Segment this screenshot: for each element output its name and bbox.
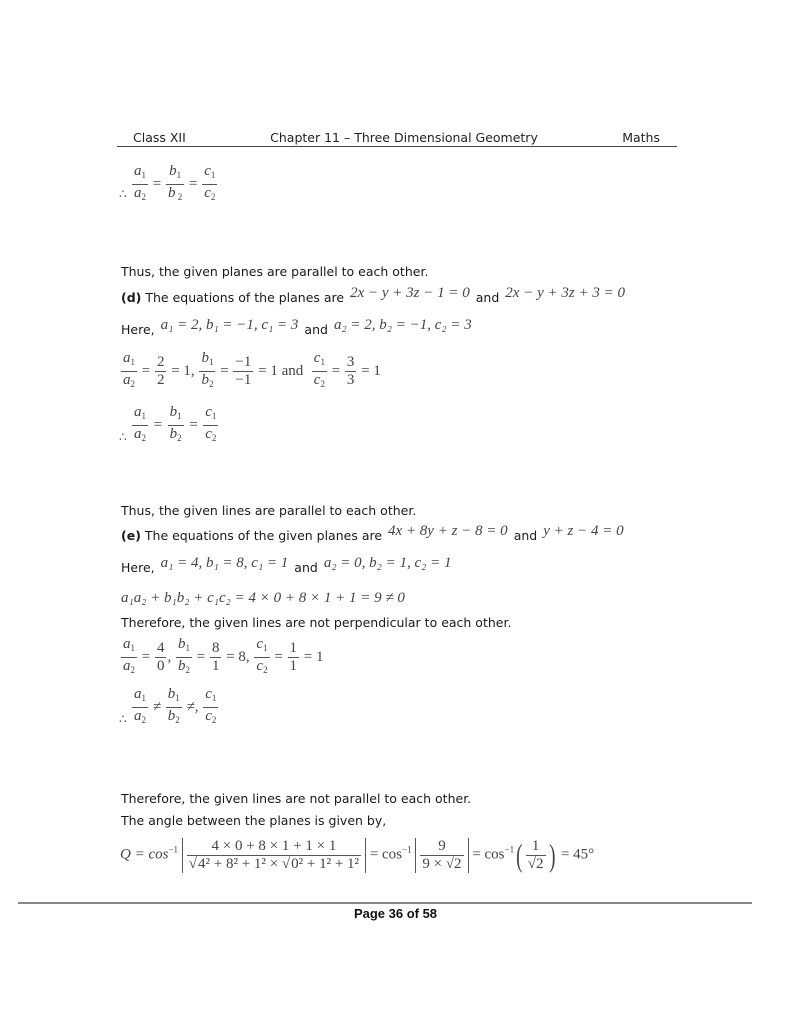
part-d-label: (d) <box>121 290 142 305</box>
neq-relation: ≠ <box>186 698 195 715</box>
fraction-a: $\frac{a_1}{a_2}$ <box>134 163 146 202</box>
ratio-b-result: = 1 <box>258 362 278 379</box>
ratio-a-result: , <box>167 648 172 665</box>
angle-result: = 45° <box>560 846 595 863</box>
part-d-intro-row <box>121 285 625 306</box>
part-d-coeffs-connector: and <box>304 322 328 337</box>
part-e-plane1: 4x + 8y + z − 8 = 0 <box>388 523 508 539</box>
angle-eq3: = cos <box>472 846 505 863</box>
therefore-symbol: ∴ <box>119 187 127 201</box>
ratio-and: and <box>281 362 304 379</box>
ratio-c-den: 1 <box>289 658 298 674</box>
angle-formula <box>120 837 594 873</box>
part-d-plane2: 2x − y + 3z + 3 = 0 <box>505 285 625 301</box>
chapter-title: Chapter 11 – Three Dimensional Geometry <box>270 130 538 145</box>
class-label: Class XII <box>133 130 186 145</box>
part-e-intro-row <box>121 523 624 544</box>
part-c-conclusion: Thus, the given planes are parallel to each other. <box>121 264 429 279</box>
part-e-intro <box>121 528 382 544</box>
ratio-b-result: = 8, <box>226 648 250 665</box>
part-e-coeffs-connector: and <box>294 560 318 575</box>
part-e-here-label: Here, <box>121 560 155 575</box>
ratio-b-num: 8 <box>211 640 220 656</box>
inverse-exp: −1 <box>504 844 515 855</box>
part-d-here-label: Here, <box>121 322 155 337</box>
part-d-intro-text: The equations of the planes are <box>145 290 345 305</box>
therefore-symbol: ∴ <box>119 712 127 726</box>
neq-relation: ≠ <box>152 698 161 715</box>
ratio-c-num: 3 <box>346 354 355 370</box>
part-d-conclusion: Thus, the given lines are parallel to each other. <box>121 503 417 518</box>
ratio-c-result: = 1 <box>303 648 324 665</box>
right-paren: ) <box>548 837 556 873</box>
part-d-coeffs1: a₁ = 2, b₁ = −1, c₁ = 3 <box>160 317 299 333</box>
angle-num2: 9 <box>420 838 463 856</box>
angle-den1-a: 4² + 8² + 1² <box>198 855 266 872</box>
part-e-dot-product: a₁a₂ + b₁b₂ + c₁c₂ = 4 × 0 + 8 × 1 + 1 = 9 ≠ 0 <box>121 590 405 606</box>
part-e-label: (e) <box>121 528 141 543</box>
ratio-c-den: 3 <box>346 372 355 388</box>
ratio-a-result: = 1, <box>171 362 195 379</box>
equation-ratios-equal-c <box>131 163 218 206</box>
inverse-exp: −1 <box>402 844 412 855</box>
part-e-angle-intro: The angle between the planes is given by, <box>121 813 387 828</box>
abs-value-2 <box>415 838 468 873</box>
relation: = <box>152 175 162 192</box>
angle-den3: √2 <box>527 855 544 872</box>
angle-den2: 9 × √2 <box>422 855 462 872</box>
part-d-conclusion-eq: $\frac{a_1}{a_2}$ = $\frac{b_1}{b_2}$ = $\frac{c_1}{c_2}$ <box>134 404 217 443</box>
angle-lhs: Q = cos <box>120 846 169 863</box>
ratio-b-den: −1 <box>235 372 252 388</box>
part-e-plane2: y + z − 4 = 0 <box>543 523 624 539</box>
part-d-ratios: $\frac{a_1}{a_2}$ = $\frac{2}{2}$ = 1, $\frac{b_1}{b_2}$ = $\frac{-1}{-1}$ = 1 and $\frac{c_1}{c_2}$ = $\frac{3}{3}$ = 1 <box>123 350 381 389</box>
ratio-a-den: 0 <box>156 658 165 674</box>
page-number: Page 36 of 58 <box>353 906 438 921</box>
ratio-b-num: −1 <box>235 354 252 370</box>
ratio-b-den: 1 <box>211 658 220 674</box>
fraction-c: $\frac{c_1}{c_2}$ <box>204 163 216 202</box>
part-d-coeffs-row <box>121 317 472 338</box>
part-e-intro-text: The equations of the given planes are <box>144 528 383 543</box>
part-d-coeffs2: a₂ = 2, b₂ = −1, c₂ = 3 <box>333 317 472 333</box>
subject-label: Maths <box>622 130 660 145</box>
header-divider <box>117 146 677 147</box>
ratio-a-den: 2 <box>156 372 165 388</box>
angle-den1-times: × <box>269 855 279 872</box>
part-d-connector: and <box>475 290 500 305</box>
therefore-symbol: ∴ <box>119 430 127 444</box>
part-e-not-parallel: Therefore, the given lines are not parallel to each other. <box>121 791 472 806</box>
angle-eq2: = cos <box>369 846 403 863</box>
footer-divider <box>18 902 752 904</box>
ratio-c-num: 1 <box>289 640 298 656</box>
ratio-c-result: = 1 <box>361 362 381 379</box>
angle-num1: 4 × 0 + 8 × 1 + 1 × 1 <box>187 838 361 856</box>
angle-num3: 1 <box>526 838 546 856</box>
angle-den1-b: 0² + 1² + 1² <box>291 855 360 872</box>
part-e-coeffs1: a₁ = 4, b₁ = 8, c₁ = 1 <box>160 555 289 571</box>
part-e-ratios: $\frac{a_1}{a_2}$ = $\frac{4}{0}$ , $\frac{b_1}{b_2}$ = $\frac{8}{1}$ = 8, $\frac{c_1}{c_2}$ = $\frac{1}{1}$ = 1 <box>123 636 324 675</box>
part-e-not-parallel-eq: $\frac{a_1}{a_2}$ ≠ $\frac{b_1}{b_2}$ ≠, $\frac{c_1}{c_2}$ <box>134 686 217 725</box>
ratio-a-num: 2 <box>156 354 165 370</box>
inverse-exp: −1 <box>168 844 179 855</box>
part-e-coeffs2: a₂ = 0, b₂ = 1, c₂ = 1 <box>323 555 452 571</box>
part-e-connector: and <box>513 528 538 543</box>
part-e-coeffs-row <box>121 555 452 576</box>
ratio-a-num: 4 <box>156 640 165 656</box>
page-header <box>133 130 660 145</box>
part-d-intro <box>121 290 344 306</box>
fraction-b: $\frac{b_1}{b _2}$ <box>167 163 183 202</box>
part-e-not-perpendicular: Therefore, the given lines are not perpendicular to each other. <box>121 615 512 630</box>
left-paren: ( <box>516 837 523 873</box>
relation: = <box>188 175 198 192</box>
abs-value-1: $\frac{4 \times 0 + 8 \times 1 + 1 \times 1}{\text{√4² + 8² + 1² × √0² + 1² + 1²}}$ <box>182 838 366 873</box>
part-d-plane1: 2x − y + 3z − 1 = 0 <box>350 285 470 301</box>
